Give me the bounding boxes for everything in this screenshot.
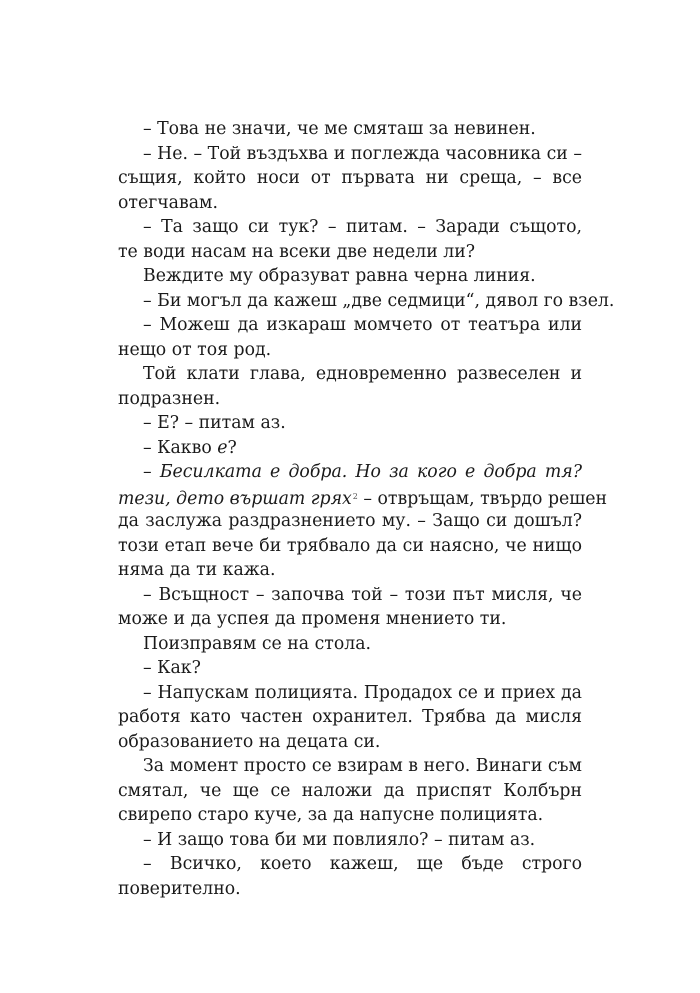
- text-line: – Напускам полицията. Продадох се и приех да: [143, 682, 582, 703]
- text-line: Поизправям се на стола.: [143, 633, 371, 654]
- text-line: образованието на децата си.: [118, 731, 381, 752]
- text-line: да заслужа раздразнението му. – Защо си дошъл?: [118, 511, 582, 531]
- text-segment: – отвръщам, твърдо решен: [357, 488, 608, 509]
- text-segment: ?: [227, 437, 237, 458]
- text-line: – И защо това би ми повлияло? – питам аз.: [143, 829, 536, 850]
- text-line: – Би могъл да кажеш „две седмици“, дявол го взел.: [143, 290, 615, 311]
- text-line: За момент просто се взирам в него. Винаги съм: [143, 756, 582, 776]
- text-line: подразнен.: [118, 388, 221, 409]
- text-line: работя като частен охранител. Трябва да мисля: [118, 707, 582, 727]
- text-segment: – Какво: [143, 437, 218, 458]
- text-line: може и да успея да променя мнението ти.: [118, 609, 507, 629]
- text-line: – Бесилката е добра. Но за кого е добра тя?: [143, 462, 582, 482]
- text-line: те води насам на всеки две недели ли?: [118, 241, 476, 262]
- text-line: нещо от тоя род.: [118, 339, 272, 360]
- text-line: – Това не значи, че ме смяташ за невинен.: [143, 119, 536, 139]
- text-line: [118, 436, 582, 461]
- text-line: – Та защо си тук? – питам. – Заради същото,: [143, 217, 582, 237]
- text-line: – Не. – Той въздъхва и поглежда часовника си –: [143, 143, 582, 164]
- text-line: този етап вече би трябвало да си наясно, че нищо: [118, 535, 582, 556]
- text-line: поверително.: [118, 878, 241, 899]
- italic-text: тези, дето вършат грях: [118, 488, 352, 509]
- text-line: – Как?: [143, 658, 201, 678]
- text-line: [118, 485, 608, 510]
- text-line: – Можеш да изкараш момчето от театъра или: [143, 315, 582, 335]
- text-line: Той клати глава, едновременно развеселен и: [143, 364, 582, 384]
- italic-text: е: [217, 437, 228, 458]
- text-line: свирепо старо куче, за да напусне полицията.: [118, 805, 544, 825]
- text-line: – Всъщност – започва той – този път мисля, че: [143, 584, 582, 605]
- page-text: [118, 117, 615, 901]
- text-line: същия, който носи от първата ни среща, – все: [118, 168, 582, 188]
- footnote-marker[interactable]: 2: [352, 491, 358, 501]
- text-line: отегчавам.: [118, 192, 218, 213]
- text-line: – Всичко, което кажеш, ще бъде строго: [143, 854, 582, 874]
- text-line: смятал, че ще се наложи да приспят Колбърн: [118, 780, 582, 801]
- text-line: – Е? – питам аз.: [143, 413, 286, 433]
- text-line: няма да ти кажа.: [118, 560, 276, 580]
- text-line: Веждите му образуват равна черна линия.: [143, 266, 536, 286]
